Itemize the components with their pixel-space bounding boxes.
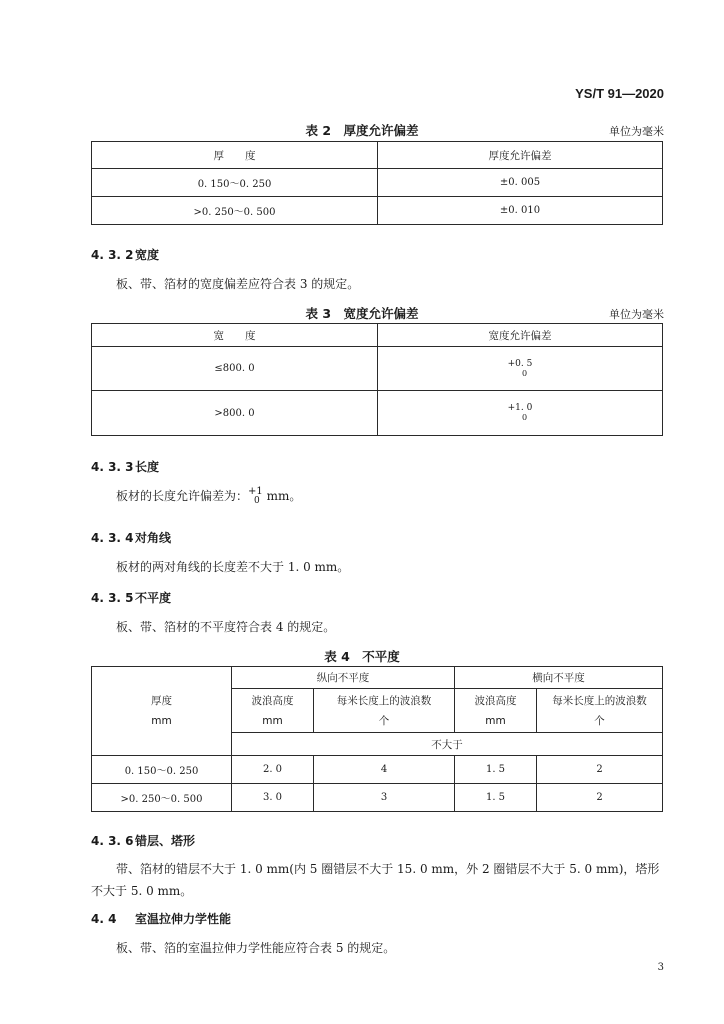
length-upper: +1 — [248, 486, 263, 497]
table4-header-transverse: 横向不平度 — [455, 667, 663, 689]
table4-not-greater: 不大于 — [232, 733, 663, 756]
table4-header-wave-count — [537, 689, 663, 733]
table4-header-wave-count — [314, 689, 455, 733]
tolerance-upper: +0. 5 — [507, 358, 533, 369]
table-cell: ±0. 005 — [378, 169, 663, 197]
wave-count-label: 每米长度上的波浪数 — [552, 694, 647, 707]
wave-count-unit: 个 — [594, 714, 605, 727]
table2-caption: 表 2 厚度允许偏差 — [305, 123, 419, 138]
section-title: 不平度 — [135, 591, 172, 605]
table-row — [92, 347, 663, 391]
section-title: 错层、塔形 — [135, 834, 196, 848]
section-4-3-2-text: 板、带、箔材的宽度偏差应符合表 3 的规定。 — [116, 277, 360, 291]
section-4-3-5-heading — [91, 589, 171, 606]
table-cell: 2 — [537, 756, 663, 784]
length-text: 板材的长度允许偏差为： — [116, 489, 249, 503]
tolerance-stack — [508, 404, 533, 422]
section-4-4-heading — [91, 910, 231, 927]
table-row — [92, 391, 663, 436]
table-cell: 4 — [314, 756, 455, 784]
wave-count-unit: 个 — [378, 714, 390, 727]
table2-header-thickness: 厚 度 — [92, 142, 378, 169]
table2-unit: 单位为毫米 — [609, 125, 664, 138]
wave-height-label: 波浪高度 — [251, 694, 294, 707]
section-title: 长度 — [135, 460, 160, 474]
wave-count-label: 每米长度上的波浪数 — [336, 694, 432, 707]
section-number: 4. 3. 2 — [91, 248, 134, 262]
table-cell: ±0. 010 — [378, 197, 663, 225]
table3-header-tolerance: 宽度允许偏差 — [378, 324, 663, 347]
table4 — [91, 666, 663, 812]
section-number: 4. 4 — [91, 912, 117, 926]
table3-unit: 单位为毫米 — [609, 308, 664, 321]
tolerance-stack — [508, 360, 533, 378]
table4-header-longitudinal: 纵向不平度 — [232, 667, 455, 689]
table-cell: 2. 0 — [232, 756, 314, 784]
standard-code: YS/T 91—2020 — [575, 86, 664, 101]
section-title: 室温拉伸力学性能 — [135, 912, 232, 926]
section-4-3-4-heading — [91, 529, 171, 546]
section-title: 宽度 — [135, 248, 160, 262]
section-4-3-6-text: 带、箔材的错层不大于 1. 0 mm(内 5 圈错层不大于 15. 0 mm，外 2 圈错层不大于 5. 0 mm)，塔形不大于 5. 0 mm。 — [91, 862, 660, 898]
section-title: 对角线 — [135, 531, 172, 545]
section-4-3-6-heading — [91, 832, 195, 849]
table-cell — [378, 347, 663, 391]
table-cell: >0. 250～0. 500 — [92, 197, 378, 225]
table-cell: 0. 150～0. 250 — [92, 169, 378, 197]
table-cell: 3. 0 — [232, 784, 314, 812]
table-row — [92, 756, 663, 784]
thickness-unit: mm — [151, 715, 172, 727]
table-row — [92, 169, 663, 197]
wave-height-unit: mm — [262, 714, 283, 727]
table-cell — [378, 391, 663, 436]
section-4-3-2-heading — [91, 246, 159, 263]
section-number: 4. 3. 5 — [91, 591, 134, 605]
table3 — [91, 323, 663, 436]
table4-header-wave-height — [232, 689, 314, 733]
table-cell: ≤800. 0 — [92, 347, 378, 391]
table4-header-thickness — [92, 667, 232, 756]
table-header-row — [92, 142, 663, 169]
wave-height-label: 波浪高度 — [474, 694, 517, 707]
table4-caption: 表 4 不平度 — [324, 649, 400, 664]
tolerance-lower: 0 — [521, 413, 528, 422]
table-cell: >0. 250～0. 500 — [92, 784, 232, 812]
table-row — [92, 197, 663, 225]
tolerance-lower: 0 — [521, 368, 528, 378]
length-unit: mm。 — [262, 489, 302, 503]
table3-header-width: 宽 度 — [92, 324, 378, 347]
table2 — [91, 141, 663, 225]
section-number: 4. 3. 3 — [91, 460, 134, 474]
table3-caption: 表 3 宽度允许偏差 — [305, 306, 419, 321]
table-header-row — [92, 324, 663, 347]
table-cell: 2 — [537, 784, 663, 812]
table4-header-wave-height — [455, 689, 537, 733]
tolerance-upper: +1. 0 — [507, 403, 533, 413]
section-4-4-text: 板、带、箔的室温拉伸力学性能应符合表 5 的规定。 — [116, 941, 396, 955]
length-lower: 0 — [254, 496, 260, 506]
section-number: 4. 3. 4 — [91, 531, 134, 545]
table2-header-tolerance: 厚度允许偏差 — [378, 142, 663, 169]
section-4-3-3-heading — [91, 458, 159, 475]
length-tolerance-stack — [248, 487, 263, 506]
page-number: 3 — [657, 962, 664, 973]
table-cell: >800. 0 — [92, 391, 378, 436]
section-4-3-3-text — [116, 487, 301, 506]
section-4-3-4-text: 板材的两对角线的长度差不大于 1. 0 mm。 — [116, 560, 350, 574]
section-number: 4. 3. 6 — [91, 834, 134, 848]
section-4-3-5-text: 板、带、箔材的不平度符合表 4 的规定。 — [116, 620, 336, 634]
table-cell: 3 — [314, 784, 455, 812]
table-cell: 1. 5 — [455, 784, 537, 812]
thickness-label: 厚度 — [151, 695, 172, 707]
table-cell: 1. 5 — [455, 756, 537, 784]
wave-height-unit: mm — [485, 714, 506, 727]
table-header-row — [92, 667, 663, 689]
table-cell: 0. 150～0. 250 — [92, 756, 232, 784]
table-row — [92, 784, 663, 812]
